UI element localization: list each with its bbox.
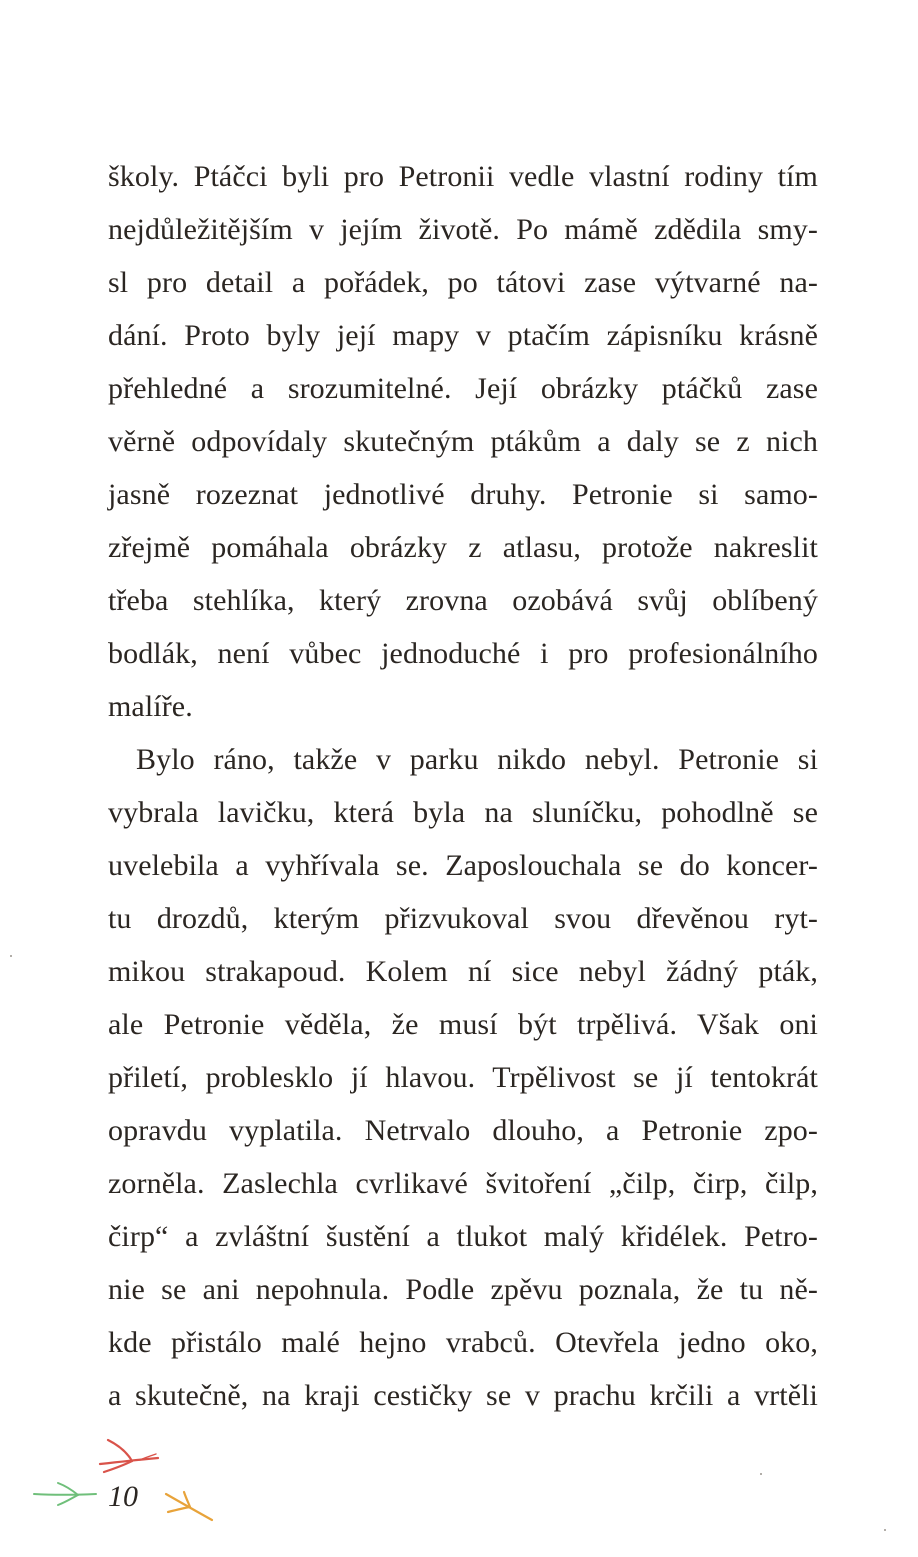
text-line: mikou strakapoud. Kolem ní sice nebyl žádný pták,: [108, 955, 818, 988]
text-line: zřejmě pomáhala obrázky z atlasu, protože nakreslit: [108, 531, 818, 564]
text-line: třeba stehlíka, který zrovna ozobává svůj oblíbený: [108, 584, 818, 617]
page-number: 10: [108, 1480, 138, 1513]
paragraph-first-line: Bylo ráno, takže v parku nikdo nebyl. Petronie si: [136, 743, 818, 776]
text-line: čirp“ a zvláštní šustění a tlukot malý křidélek. Petro-: [108, 1220, 818, 1253]
text-line: tu drozdů, kterým přizvukoval svou dřevěnou ryt-: [108, 902, 818, 935]
text-line: školy. Ptáčci byli pro Petronii vedle vlastní rodiny tím: [108, 160, 818, 193]
text-line: bodlák, není vůbec jednoduché i pro profesionálního: [108, 637, 818, 670]
text-line: ale Petronie věděla, že musí být trpělivá. Však oni: [108, 1008, 818, 1041]
red-bird-track-icon: [96, 1436, 166, 1476]
text-line: přehledné a srozumitelné. Její obrázky ptáčků zase: [108, 372, 818, 405]
green-bird-track-icon: [30, 1478, 100, 1508]
text-line: sl pro detail a pořádek, po tátovi zase výtvarné na-: [108, 266, 818, 299]
text-line: věrně odpovídaly skutečným ptákům a daly se z nich: [108, 425, 818, 458]
text-line: a skutečně, na kraji cestičky se v prachu krčili a vrtěli: [108, 1379, 818, 1412]
text-line: malíře.: [108, 690, 193, 723]
text-line: přiletí, problesklo jí hlavou. Trpělivost se jí tentokrát: [108, 1061, 818, 1094]
text-line: zorněla. Zaslechla cvrlikavé švitoření „čilp, čirp, čilp,: [108, 1167, 818, 1200]
text-line: opravdu vyplatila. Netrvalo dlouho, a Petronie zpo-: [108, 1114, 818, 1147]
scan-speck: [10, 955, 12, 957]
text-line: uvelebila a vyhřívala se. Zaposlouchala se do koncer-: [108, 849, 818, 882]
text-line: kde přistálo malé hejno vrabců. Otevřela jedno oko,: [108, 1326, 818, 1359]
text-line: jasně rozeznat jednotlivé druhy. Petronie si samo-: [108, 478, 818, 511]
text-line: nie se ani nepohnula. Podle zpěvu poznala, že tu ně-: [108, 1273, 818, 1306]
text-line: vybrala lavičku, která byla na sluníčku, pohodlně se: [108, 796, 818, 829]
scan-speck: [760, 1473, 762, 1475]
orange-bird-track-icon: [162, 1488, 218, 1528]
text-line: dání. Proto byly její mapy v ptačím zápisníku krásně: [108, 319, 818, 352]
scan-speck: [884, 1529, 886, 1531]
text-line: nejdůležitějším v jejím životě. Po mámě zdědila smy-: [108, 213, 818, 246]
